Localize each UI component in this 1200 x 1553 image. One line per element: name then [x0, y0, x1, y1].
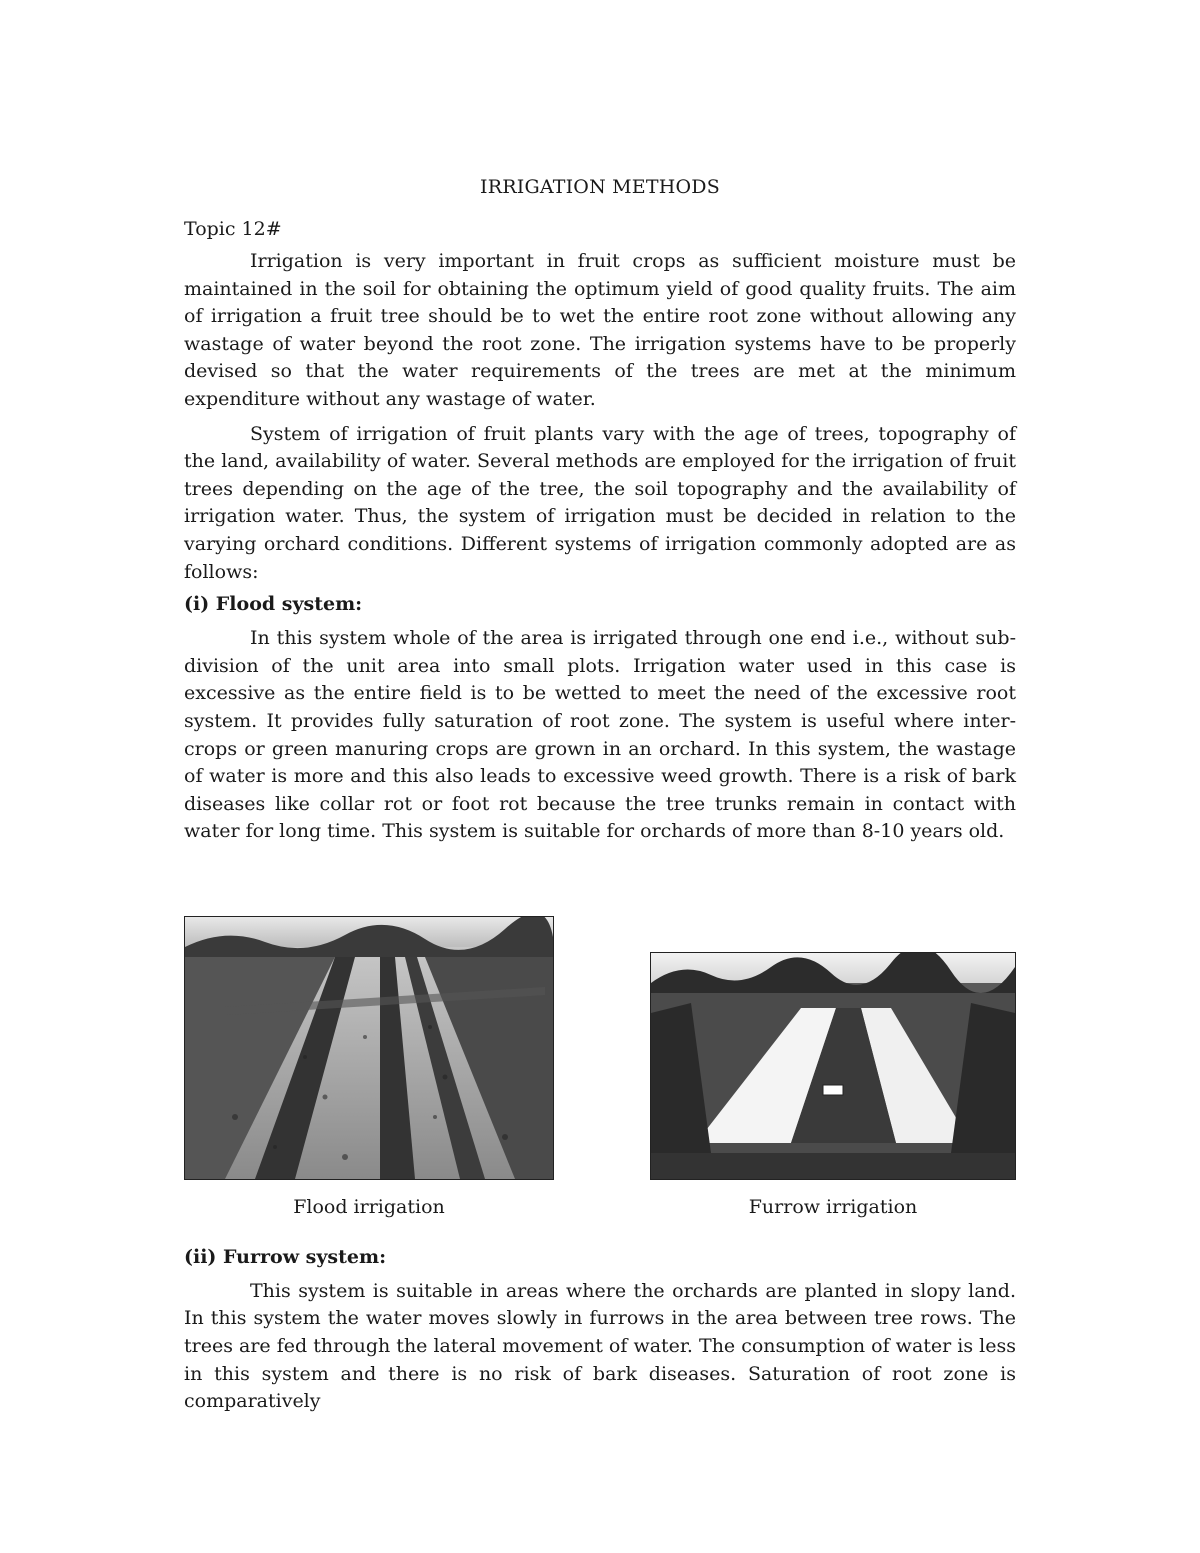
section-text-furrow: This system is suitable in areas where the orchards are planted in slopy land. In this system the water moves slowly in furrows in the area between tree rows. The trees are fed through the lateral movement of water. The consumption of water is less in this system and there is no risk of bark diseases. Saturation of root zone is comparatively [184, 1279, 1016, 1413]
furrow-irrigation-photo [650, 952, 1016, 1180]
figure-row [184, 916, 1016, 1246]
intro-paragraph-1: Irrigation is very important in fruit crops as sufficient moisture must be maintained in the soil for obtaining the optimum yield of good quality fruits. The aim of irrigation a fruit tree should be to wet the entire root zone without allowing any wastage of water beyond the root zone. The irrigation systems have to be properly devised so that the water requirements of the trees are met at the minimum expenditure without any wastage of water. [184, 250, 1016, 410]
caption-furrow-irrigation: Furrow irrigation [748, 1195, 918, 1218]
intro-paragraph-2: System of irrigation of fruit plants vary with the age of trees, topography of the land, availability of water. Several methods are employed for the irrigation of fruit trees depending on the age of the tree, the soil topography and the availability of irrigation water. Thus, the system of irrigation must be decided in relation to the varying orchard conditions. Different systems of irrigation commonly adopted are as follows: [184, 422, 1016, 583]
figure-furrow-irrigation [650, 916, 1016, 1218]
topic-label: Topic 12# [184, 218, 282, 240]
document-page [184, 176, 1016, 1423]
section-heading-furrow: (ii) Furrow system: [184, 1245, 387, 1268]
caption-flood-irrigation: Flood irrigation [293, 1195, 445, 1218]
flood-irrigation-photo [184, 916, 554, 1180]
document-title: IRRIGATION METHODS [480, 176, 720, 198]
section-text-flood: In this system whole of the area is irrigated through one end i.e., without sub-division of the unit area into small plots. Irrigation water used in this case is excessive as the entire field is to be wetted to meet the need of the excessive root system. It provides fully saturation of root zone. The system is useful where inter- crops or green manuring crops are grown in an orchard. In this system, the wastage of water is more and this also leads to excessive weed growth. There is a risk of bark diseases like collar rot or foot rot because the tree trunks remain in contact with water for long time. This system is suitable for orchards of more than 8-10 years old. [184, 627, 1016, 843]
section-heading-flood: (i) Flood system: [184, 593, 363, 616]
figure-flood-irrigation [184, 916, 554, 1218]
